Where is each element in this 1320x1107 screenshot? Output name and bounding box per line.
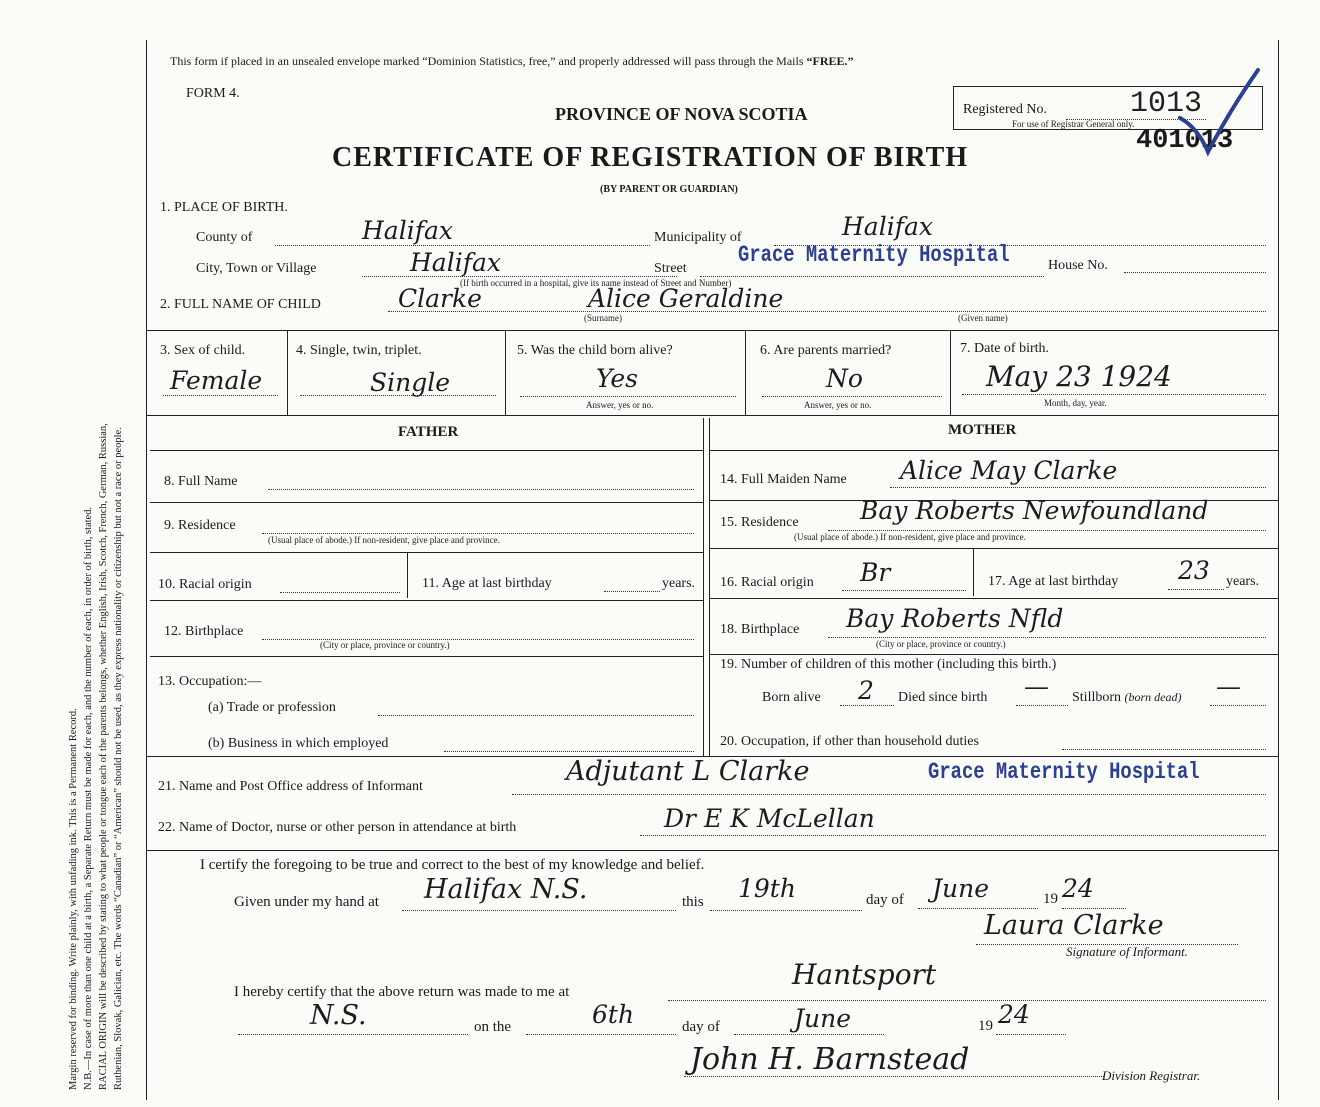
plurality-label: 4. Single, twin, triplet. — [296, 343, 422, 358]
father-residence-caption: (Usual place of abode.) If non-resident, give place and province. — [268, 535, 500, 545]
father-trade-label: (a) Trade or profession — [208, 700, 336, 715]
child-name-label: 2. FULL NAME OF CHILD — [160, 297, 321, 312]
given-year-value: 24 — [1062, 874, 1094, 903]
registration-box — [953, 86, 1263, 130]
father-birthplace-caption: (City or place, province or country.) — [320, 640, 450, 650]
county-value: Halifax — [362, 216, 453, 245]
died-since-birth-value: — — [1024, 672, 1049, 701]
father-residence-label: 9. Residence — [164, 518, 236, 533]
plurality-value: Single — [370, 368, 451, 397]
city-label: City, Town or Village — [196, 261, 317, 276]
mother-residence-value: Bay Roberts Newfoundland — [860, 496, 1209, 525]
father-full-name-label: 8. Full Name — [164, 474, 238, 489]
parents-married-caption: Answer, yes or no. — [804, 400, 872, 410]
date-of-birth-label: 7. Date of birth. — [960, 341, 1050, 356]
registrar-general-note: For use of Registrar General only. — [1012, 119, 1135, 129]
mother-age-label: 17. Age at last birthday — [988, 574, 1119, 589]
given-month-value: June — [932, 874, 990, 903]
mother-heading: MOTHER — [948, 422, 1017, 438]
registrar-day-value: 6th — [592, 1000, 635, 1029]
margin-note-racial-origin-continued: Ruthenian, Slovak, Galician, etc. The words “Canadian” or “American” should not be used, as they express nationality or citizenship but not a race or people. — [113, 427, 124, 1090]
postal-notice: This form if placed in an unsealed envelope marked “Dominion Statistics, free,” and properly addressed will pass through the Mails “FREE.” — [170, 54, 854, 68]
registrar-year-value: 24 — [998, 1000, 1030, 1029]
form-number: FORM 4. — [186, 86, 240, 101]
given-name-caption: (Given name) — [958, 313, 1008, 323]
doctor-value: Dr E K McLellan — [664, 804, 875, 833]
margin-note-racial-origin: RACIAL ORIGIN will be described by stating to what people or tongue each of the parents belongs, whether English, Irish, Scotch, French, German, Russian, — [98, 423, 109, 1090]
mother-age-value: 23 — [1178, 556, 1210, 585]
born-alive-count-label: Born alive — [762, 690, 821, 705]
registrar-month-value: June — [794, 1004, 852, 1033]
mother-birthplace-label: 18. Birthplace — [720, 622, 800, 637]
born-alive-caption: Answer, yes or no. — [586, 400, 654, 410]
certificate-subtitle: (BY PARENT OR GUARDIAN) — [600, 184, 738, 195]
stillborn-value: — — [1216, 672, 1241, 701]
father-age-label: 11. Age at last birthday — [422, 576, 552, 591]
father-occupation-label: 13. Occupation:— — [158, 674, 262, 689]
registrar-year-prefix: 19 — [978, 1018, 993, 1034]
municipality-value: Halifax — [842, 212, 933, 241]
mother-birthplace-caption: (City or place, province or country.) — [876, 639, 1006, 649]
stamped-registration-number: 401013 — [1136, 126, 1234, 156]
child-surname-value: Clarke — [398, 284, 482, 313]
informant-label: 21. Name and Post Office address of Informant — [158, 779, 423, 794]
surname-caption: (Surname) — [584, 313, 622, 323]
street-stamp-value: Grace Maternity Hospital — [738, 242, 1010, 268]
parents-married-label: 6. Are parents married? — [760, 343, 892, 358]
mother-birthplace-value: Bay Roberts Nfld — [846, 604, 1064, 633]
informant-value: Adjutant L Clarke — [566, 756, 810, 787]
province-heading: PROVINCE OF NOVA SCOTIA — [555, 104, 808, 124]
certification-statement: I certify the foregoing to be true and correct to the best of my knowledge and belief. — [200, 857, 705, 873]
mother-residence-label: 15. Residence — [720, 515, 799, 530]
county-label: County of — [196, 230, 253, 245]
margin-note-multiple-births: N.B.—In case of more than one child at a birth, a Separate Return must be made for each, and the number of each, in order of birth, stated. — [83, 506, 94, 1090]
this-label: this — [682, 894, 704, 910]
mother-residence-caption: (Usual place of abode.) If non-resident, give place and province. — [794, 532, 1026, 542]
mother-maiden-name-label: 14. Full Maiden Name — [720, 472, 847, 487]
sex-value: Female — [170, 366, 263, 395]
registrar-signature: John H. Barnstead — [690, 1042, 970, 1077]
mother-children-label: 19. Number of children of this mother (including this birth.) — [720, 657, 1057, 672]
registrar-place-value: Hantsport — [792, 958, 937, 991]
certificate-title: CERTIFICATE OF REGISTRATION OF BIRTH — [332, 142, 969, 173]
registered-no-value: 1013 — [1130, 87, 1203, 121]
street-note: (If birth occurred in a hospital, give its name instead of Street and Number) — [460, 278, 732, 288]
mother-racial-origin-label: 16. Racial origin — [720, 575, 814, 590]
informant-signature: Laura Clarke — [984, 910, 1164, 941]
registered-no-label: Registered No. — [963, 102, 1047, 117]
born-alive-count-value: 2 — [858, 676, 874, 705]
date-of-birth-value: May 23 1924 — [986, 360, 1172, 393]
father-heading: FATHER — [398, 424, 459, 440]
born-alive-value: Yes — [596, 364, 638, 393]
died-since-birth-label: Died since birth — [898, 690, 988, 705]
given-under-hand-label: Given under my hand at — [234, 894, 379, 910]
mother-occupation-label: 20. Occupation, if other than household duties — [720, 734, 979, 749]
born-alive-label: 5. Was the child born alive? — [517, 343, 673, 358]
municipality-label: Municipality of — [654, 230, 742, 245]
informant-stamp: Grace Maternity Hospital — [928, 759, 1200, 785]
stillborn-label: Stillborn (born dead) — [1072, 690, 1182, 705]
father-birthplace-label: 12. Birthplace — [164, 624, 244, 639]
parents-married-value: No — [826, 364, 863, 393]
father-business-label: (b) Business in which employed — [208, 736, 389, 751]
registrar-on-the-label: on the — [474, 1019, 512, 1035]
mother-years-label: years. — [1226, 574, 1260, 589]
given-year-prefix: 19 — [1043, 891, 1058, 907]
registrar-statement: I hereby certify that the above return was made to me at — [234, 984, 570, 1000]
father-years-label: years. — [662, 576, 696, 591]
registrar-day-of-label: day of — [682, 1019, 720, 1035]
date-of-birth-caption: Month, day, year. — [1044, 398, 1107, 408]
given-day-of-label: day of — [866, 892, 904, 908]
informant-signature-caption: Signature of Informant. — [1066, 944, 1188, 959]
mother-racial-origin-value: Br — [860, 558, 891, 587]
registrar-first-value: N.S. — [310, 1000, 367, 1031]
child-given-name-value: Alice Geraldine — [588, 284, 784, 313]
place-of-birth-heading: 1. PLACE OF BIRTH. — [160, 200, 288, 215]
house-no-label: House No. — [1048, 258, 1108, 273]
given-place-value: Halifax N.S. — [424, 874, 588, 905]
sex-label: 3. Sex of child. — [160, 343, 246, 358]
right-border-line — [1278, 40, 1279, 1100]
city-value: Halifax — [410, 248, 501, 277]
binding-margin-line — [146, 40, 147, 1100]
doctor-label: 22. Name of Doctor, nurse or other person in attendance at birth — [158, 820, 517, 835]
street-label: Street — [654, 261, 687, 276]
registrar-signature-caption: Division Registrar. — [1102, 1068, 1201, 1083]
mother-maiden-name-value: Alice May Clarke — [900, 456, 1118, 485]
given-day-value: 19th — [738, 874, 796, 903]
margin-note-binding: Margin reserved for binding. Write plainly, with unfading ink. This is a Permanent Record. — [68, 708, 79, 1090]
father-racial-origin-label: 10. Racial origin — [158, 577, 252, 592]
